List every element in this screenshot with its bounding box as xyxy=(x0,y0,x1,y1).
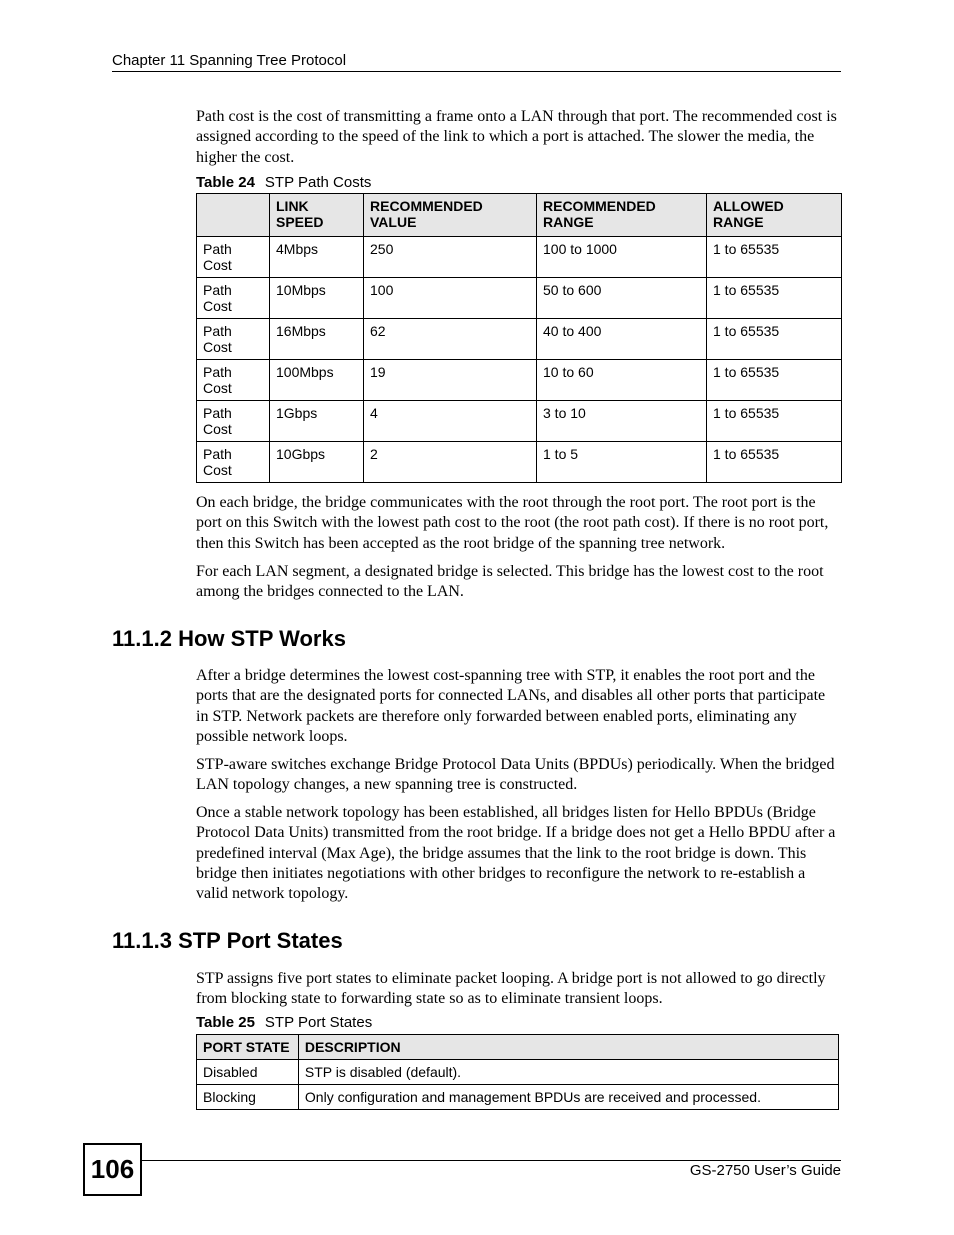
table-cell: 100 to 1000 xyxy=(537,237,707,278)
table-cell: 1 to 65535 xyxy=(707,319,842,360)
table-row xyxy=(197,401,842,442)
running-header: Chapter 11 Spanning Tree Protocol xyxy=(112,52,347,69)
table-row xyxy=(197,278,842,319)
table-row xyxy=(197,237,842,278)
table-cell: Only configuration and management BPDUs are received and processed. xyxy=(298,1085,838,1110)
column-header: RECOMMENDED VALUE xyxy=(364,194,537,237)
table-cell: 16Mbps xyxy=(270,319,364,360)
table-row xyxy=(197,360,842,401)
paragraph-how-2: STP-aware switches exchange Bridge Protocol Data Units (BPDUs) periodically. When the bridged LAN topology changes, a new spanning tree is constructed. xyxy=(196,756,835,794)
section-heading-stp-port-states: 11.1.3 STP Port States xyxy=(112,928,343,953)
table-row xyxy=(197,1085,839,1110)
table25-label: Table 25 xyxy=(196,1014,255,1031)
footer-rule xyxy=(141,1160,841,1161)
table-cell: 10 to 60 xyxy=(537,360,707,401)
table-cell: 1 to 5 xyxy=(537,442,707,483)
table-cell: 4 xyxy=(364,401,537,442)
table-cell: 3 to 10 xyxy=(537,401,707,442)
table-cell: 2 xyxy=(364,442,537,483)
paragraph-designated-bridge: For each LAN segment, a designated bridge is selected. This bridge has the lowest cost to the root among the bridges connected to the LAN. xyxy=(196,563,824,601)
table-cell: 1 to 65535 xyxy=(707,442,842,483)
column-header: DESCRIPTION xyxy=(298,1035,838,1060)
table-cell: 1 to 65535 xyxy=(707,278,842,319)
table-cell: 10Gbps xyxy=(270,442,364,483)
table-cell: 1Gbps xyxy=(270,401,364,442)
table-cell: Path Cost xyxy=(197,360,270,401)
table-cell: Blocking xyxy=(197,1085,299,1110)
column-header: LINK SPEED xyxy=(270,194,364,237)
intro-paragraph: Path cost is the cost of transmitting a frame onto a LAN through that port. The recommended cost is assigned according to the speed of the link to which a port is attached. The slower the media, the higher the cost. xyxy=(196,108,837,166)
table-cell: 100 xyxy=(364,278,537,319)
table-cell: Path Cost xyxy=(197,237,270,278)
table-row xyxy=(197,319,842,360)
table25-caption xyxy=(196,1014,372,1031)
footer-guide-title: GS-2750 User’s Guide xyxy=(689,1162,841,1179)
column-header: RECOMMENDED RANGE xyxy=(537,194,707,237)
table-row xyxy=(197,442,842,483)
paragraph-how-3: Once a stable network topology has been established, all bridges listen for Hello BPDUs (Bridge Protocol Data Units) transmitted from the root bridge. If a bridge does not get a Hello BPDU after a predefined interval (Max Age), the bridge assumes that the link to the root bridge is down. This bridge then initiates negotiations with other bridges to reconfigure the network to re-establish a valid network topology. xyxy=(196,804,836,903)
table24-caption xyxy=(196,174,371,191)
table-cell: 100Mbps xyxy=(270,360,364,401)
table-cell: 10Mbps xyxy=(270,278,364,319)
table24-title: STP Path Costs xyxy=(264,174,372,191)
paragraph-states-1: STP assigns five port states to eliminate packet looping. A bridge port is not allowed to go directly from blocking state to forwarding state so as to eliminate transient loops. xyxy=(196,970,826,1008)
table-cell: 62 xyxy=(364,319,537,360)
stp-port-states-table xyxy=(196,1034,839,1110)
table-cell: Path Cost xyxy=(197,278,270,319)
table-header-row xyxy=(197,1035,839,1060)
table-cell: 1 to 65535 xyxy=(707,401,842,442)
paragraph-root-port: On each bridge, the bridge communicates with the root through the root port. The root port is the port on this Switch with the lowest path cost to the root (the root path cost). If there is no root port, then this Switch has been accepted as the root bridge of the spanning tree network. xyxy=(196,494,829,552)
table-cell: 19 xyxy=(364,360,537,401)
section-heading-how-stp-works: 11.1.2 How STP Works xyxy=(112,626,346,651)
column-header: ALLOWED RANGE xyxy=(707,194,842,237)
table-header-row xyxy=(197,194,842,237)
stp-path-costs-table xyxy=(196,193,842,483)
paragraph-how-1: After a bridge determines the lowest cost-spanning tree with STP, it enables the root port and the ports that are the designated ports for connected LANs, and disables all other ports that participate in STP. Network packets are therefore only forwarded between enabled ports, eliminating any possible network loops. xyxy=(196,667,826,745)
table25-title: STP Port States xyxy=(264,1014,373,1031)
table-cell: 1 to 65535 xyxy=(707,360,842,401)
table-row xyxy=(197,1060,839,1085)
table-cell: 1 to 65535 xyxy=(707,237,842,278)
table-cell: 50 to 600 xyxy=(537,278,707,319)
table-cell: 40 to 400 xyxy=(537,319,707,360)
table24-label: Table 24 xyxy=(196,174,255,191)
table-cell: Path Cost xyxy=(197,442,270,483)
column-header: PORT STATE xyxy=(197,1035,299,1060)
table-cell: Path Cost xyxy=(197,319,270,360)
table-cell: Disabled xyxy=(197,1060,299,1085)
table-cell: Path Cost xyxy=(197,401,270,442)
header-rule xyxy=(112,71,841,72)
table-cell: 250 xyxy=(364,237,537,278)
table-cell: 4Mbps xyxy=(270,237,364,278)
table-cell: STP is disabled (default). xyxy=(298,1060,838,1085)
column-header xyxy=(197,194,270,237)
page-number: 106 xyxy=(83,1143,142,1196)
